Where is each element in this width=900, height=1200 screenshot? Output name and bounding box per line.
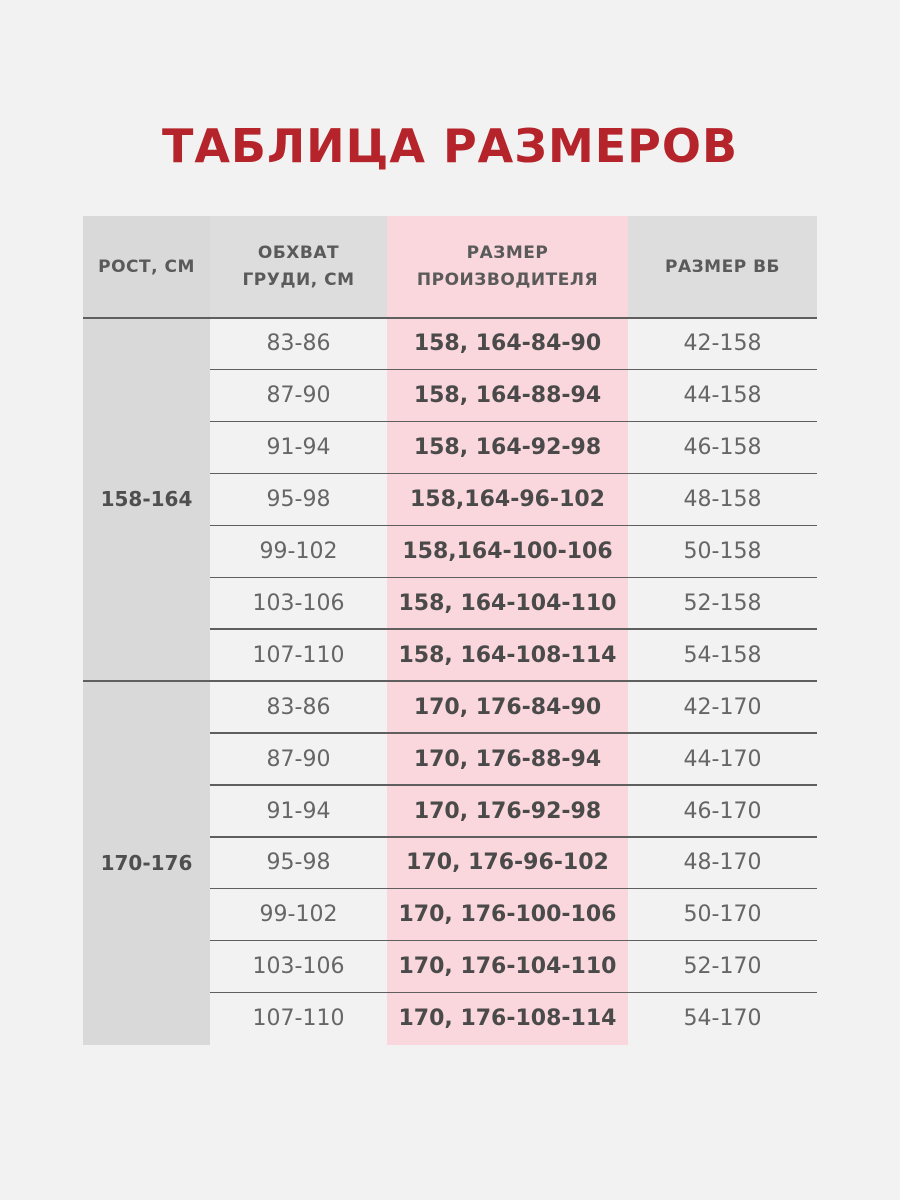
manufacturer-size-cell: 158, 164-84-90 (413, 331, 602, 357)
chest-cell: 83-86 (266, 331, 331, 357)
manufacturer-size-cell: 158,164-100-106 (402, 539, 613, 565)
wb-size-cell: 42-170 (683, 694, 762, 720)
chest-cell: 107-110 (252, 1006, 345, 1032)
manufacturer-size-cell: 158,164-96-102 (409, 487, 605, 513)
manufacturer-size-cell: 170, 176-96-102 (406, 850, 609, 876)
chest-cell: 91-94 (266, 798, 331, 824)
chest-cell: 95-98 (266, 487, 331, 513)
wb-size-cell: 44-170 (683, 746, 762, 772)
wb-size-cell: 42-158 (683, 331, 762, 357)
wb-size-cell: 50-170 (683, 902, 762, 928)
manufacturer-size-cell: 170, 176-100-106 (398, 902, 617, 928)
chest-cell: 87-90 (266, 383, 331, 409)
chest-cell: 107-110 (252, 642, 345, 668)
chest-cell: 103-106 (252, 954, 345, 980)
group-height-label: 170-176 (100, 850, 193, 875)
chest-cell: 95-98 (266, 850, 331, 876)
header-manufacturer-size: РАЗМЕР ПРОИЗВОДИТЕЛЯ (416, 243, 599, 290)
manufacturer-size-cell: 170, 176-108-114 (398, 1006, 617, 1032)
manufacturer-size-cell: 158, 164-108-114 (398, 642, 617, 668)
manufacturer-size-cell: 170, 176-104-110 (398, 954, 617, 980)
manufacturer-size-cell: 170, 176-92-98 (413, 798, 602, 824)
size-table (83, 216, 817, 1045)
chest-cell: 99-102 (259, 539, 338, 565)
wb-size-cell: 50-158 (683, 539, 762, 565)
wb-size-cell: 46-158 (683, 435, 762, 461)
wb-size-cell: 52-158 (683, 590, 762, 616)
manufacturer-size-cell: 170, 176-88-94 (413, 746, 602, 772)
chest-cell: 103-106 (252, 590, 345, 616)
group-height-label: 158-164 (100, 487, 193, 511)
wb-size-cell: 54-158 (683, 642, 762, 668)
header-chest: ОБХВАТ ГРУДИ, СМ (242, 243, 355, 290)
manufacturer-size-cell: 170, 176-84-90 (413, 694, 602, 720)
chest-cell: 99-102 (259, 902, 338, 928)
manufacturer-size-cell: 158, 164-104-110 (398, 590, 617, 616)
chest-cell: 83-86 (266, 694, 331, 720)
chest-cell: 91-94 (266, 435, 331, 461)
wb-size-cell: 54-170 (683, 1006, 762, 1032)
manufacturer-size-cell: 158, 164-92-98 (413, 435, 602, 461)
wb-size-cell: 46-170 (683, 798, 762, 824)
wb-size-cell: 48-158 (683, 487, 762, 513)
header-height: РОСТ, СМ (98, 256, 195, 277)
page-title: ТАБЛИЦА РАЗМЕРОВ (161, 119, 739, 173)
manufacturer-size-cell: 158, 164-88-94 (413, 383, 602, 409)
header-wb-size: РАЗМЕР ВБ (664, 256, 781, 277)
wb-size-cell: 44-158 (683, 383, 762, 409)
chest-cell: 87-90 (266, 746, 331, 772)
wb-size-cell: 52-170 (683, 954, 762, 980)
wb-size-cell: 48-170 (683, 850, 762, 876)
